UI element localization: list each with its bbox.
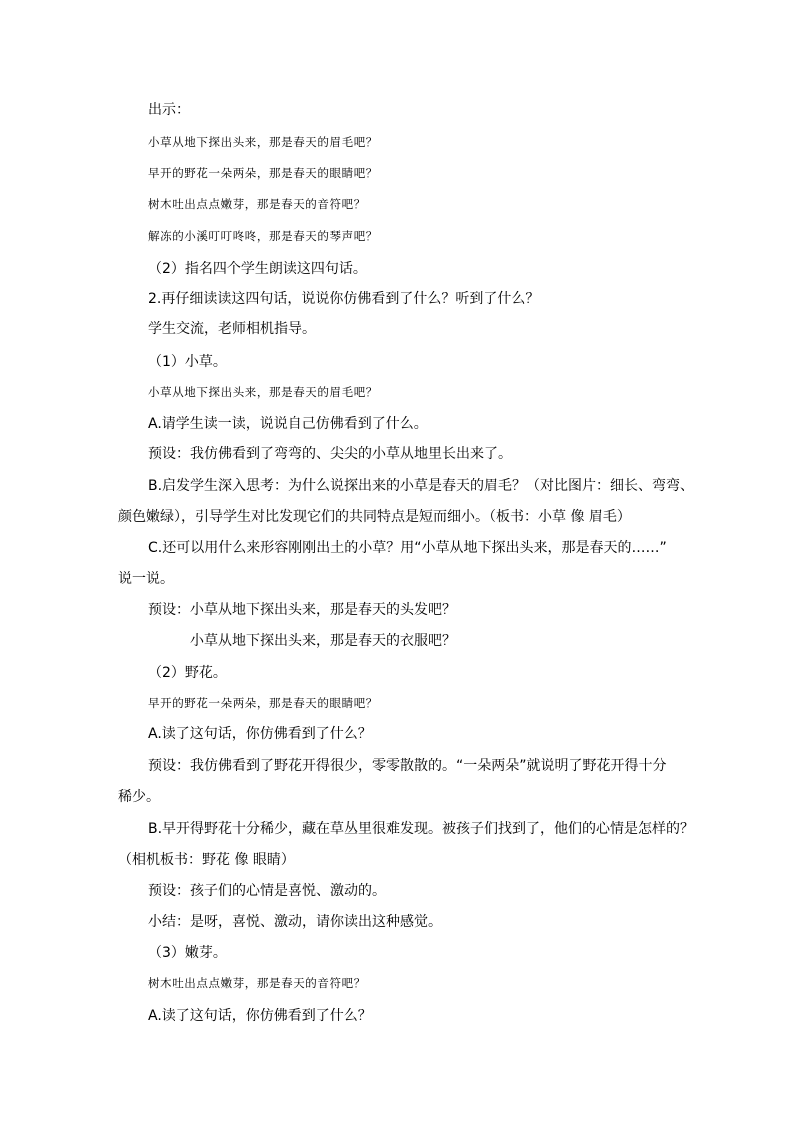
paragraph-line: 预设：我仿佛看到了弯弯的、尖尖的小草从地里长出来了。 bbox=[148, 446, 512, 462]
paragraph-line: 小草从地下探出头来，那是春天的衣服吧？ bbox=[190, 633, 456, 649]
paragraph-line: 小结：是呀，喜悦、激动，请你读出这种感觉。 bbox=[148, 914, 442, 930]
quote-line: 小草从地下探出头来，那是春天的眉毛吧？ bbox=[148, 385, 378, 399]
paragraph-line: 预设：孩子们的心情是喜悦、激动的。 bbox=[148, 883, 386, 899]
paragraph-line: A.读了这句话，你仿佛看到了什么？ bbox=[148, 726, 372, 742]
paragraph-line: 预设：我仿佛看到了野花开得很少，零零散散的。“一朵两朵”就说明了野花开得十分 bbox=[148, 758, 667, 774]
quote-line: 树木吐出点点嫩芽，那是春天的音符吧？ bbox=[148, 976, 366, 990]
section-heading: （1）小草。 bbox=[148, 354, 227, 370]
show-label: 出示： bbox=[148, 102, 190, 118]
paragraph-line: B.早开得野花十分稀少，藏在草丛里很难发现。被孩子们找到了，他们的心情是怎样的？ bbox=[148, 821, 695, 837]
paragraph-line: 颜色嫩绿），引导学生对比发现它们的共同特点是短而细小。（板书：小草 像 眉毛） bbox=[118, 509, 631, 525]
paragraph-line: 预设：小草从地下探出头来，那是春天的头发吧？ bbox=[148, 602, 456, 618]
quote-line-grass: 小草从地下探出头来，那是春天的眉毛吧？ bbox=[148, 135, 378, 149]
quote-line-stream: 解冻的小溪叮叮咚咚，那是春天的琴声吧？ bbox=[148, 229, 378, 243]
paragraph-line: C.还可以用什么来形容刚刚出土的小草？用“小草从地下探出头来，那是春天的……” bbox=[148, 540, 667, 556]
paragraph-line: B.启发学生深入思考：为什么说探出来的小草是春天的眉毛？（对比图片：细长、弯弯、 bbox=[148, 478, 695, 494]
paragraph-line: 学生交流，老师相机指导。 bbox=[148, 321, 316, 337]
quote-line: 早开的野花一朵两朵，那是春天的眼睛吧？ bbox=[148, 696, 378, 710]
paragraph-line: 稀少。 bbox=[118, 789, 160, 805]
section-heading: （2）野花。 bbox=[148, 665, 227, 681]
paragraph-line: 说一说。 bbox=[118, 571, 174, 587]
quote-line-bud: 树木吐出点点嫩芽，那是春天的音符吧？ bbox=[148, 197, 366, 211]
quote-line-flower: 早开的野花一朵两朵，那是春天的眼睛吧？ bbox=[148, 166, 378, 180]
paragraph-line: （2）指名四个学生朗读这四句话。 bbox=[148, 261, 367, 277]
section-heading: （3）嫩芽。 bbox=[148, 945, 227, 961]
paragraph-line: A.请学生读一读，说说自己仿佛看到了什么。 bbox=[148, 416, 428, 432]
paragraph-line: （相机板书：野花 像 眼睛） bbox=[118, 852, 295, 868]
paragraph-line: 2.再仔细读读这四句话，说说你仿佛看到了什么？听到了什么？ bbox=[148, 291, 540, 307]
paragraph-line: A.读了这句话，你仿佛看到了什么？ bbox=[148, 1008, 372, 1024]
